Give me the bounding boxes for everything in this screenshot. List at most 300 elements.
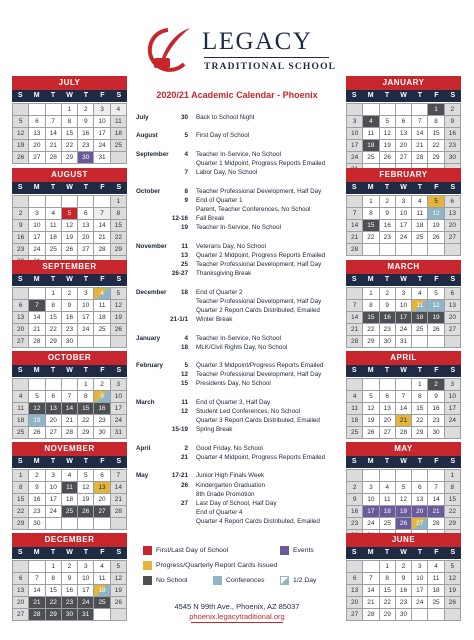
legend-no-school [143, 576, 187, 585]
month-calendar [346, 260, 461, 348]
day-cell: 25 [94, 597, 110, 609]
day-cell: 1 [46, 561, 62, 573]
month-calendar [12, 351, 127, 439]
day-cell: 18 [111, 128, 127, 140]
event-month: April [136, 444, 151, 452]
day-cell: 13 [13, 585, 29, 597]
day-cell: 1 [380, 561, 396, 573]
teal-swatch-icon [213, 576, 222, 585]
weekday-label: S [351, 276, 357, 283]
day-cell: 22 [380, 597, 396, 609]
weekday-label: M [33, 184, 40, 191]
day-cell: 29 [111, 244, 127, 256]
event-row [136, 416, 346, 425]
day-cell: 21 [29, 324, 45, 336]
day-cell: 11 [412, 208, 428, 220]
day-cell: 31 [396, 336, 412, 348]
empty-cell [111, 518, 127, 530]
weekday-label: F [434, 549, 439, 556]
day-cell: 5 [445, 561, 461, 573]
day-cell: 23 [396, 597, 412, 609]
day-cell: 21 [347, 232, 363, 244]
day-cell: 26 [380, 152, 396, 164]
day-cell: 13 [445, 300, 461, 312]
day-cell: 11 [94, 573, 110, 585]
event-date: 5 [184, 362, 188, 370]
day-cell: 10 [363, 494, 379, 506]
event-month: July [136, 114, 149, 121]
day-cell: 28 [46, 152, 62, 164]
day-cell: 25 [363, 152, 379, 164]
day-cell: 24 [94, 140, 110, 152]
day-cell: 27 [29, 152, 45, 164]
empty-cell [396, 104, 412, 116]
day-cell: 3 [78, 561, 94, 573]
event-row [136, 251, 346, 260]
day-cell: 10 [396, 208, 412, 220]
day-cell: 3 [78, 288, 94, 300]
legend-conferences-label: Conferences [226, 577, 265, 584]
empty-cell [347, 379, 363, 391]
day-cell: 27 [412, 518, 428, 530]
empty-cell [380, 104, 396, 116]
empty-cell [46, 379, 62, 391]
red-swatch-icon [143, 546, 152, 555]
day-cell: 2 [62, 288, 78, 300]
event-text: Veterans Day, No School [196, 242, 266, 250]
day-cell: 13 [445, 208, 461, 220]
weekday-label: T [50, 184, 56, 191]
month-header: AUGUST [12, 168, 127, 182]
day-cell: 28 [94, 244, 110, 256]
day-cell: 12 [62, 220, 78, 232]
weekday-label: F [434, 92, 439, 99]
day-cell: 14 [62, 403, 78, 415]
day-grid [12, 378, 127, 439]
weekday-label: T [83, 458, 89, 465]
day-cell: 16 [62, 312, 78, 324]
day-cell: 7 [347, 300, 363, 312]
day-cell: 3 [111, 379, 127, 391]
school-website-link[interactable]: phoenix.legacytraditional.org [189, 612, 285, 621]
gold-swatch-icon [143, 561, 152, 570]
day-cell: 6 [13, 573, 29, 585]
event-text: Teacher Professional Development, Half Day [196, 187, 322, 195]
day-cell: 26 [363, 427, 379, 439]
event-date: 8 [184, 187, 188, 195]
day-cell: 16 [396, 585, 412, 597]
day-cell: 18 [62, 494, 78, 506]
day-cell: 31 [94, 152, 110, 164]
day-cell: 2 [94, 379, 110, 391]
day-cell: 20 [412, 506, 428, 518]
day-cell: 20 [46, 415, 62, 427]
day-cell: 29 [445, 518, 461, 530]
day-cell: 9 [62, 573, 78, 585]
month-calendar [346, 76, 461, 176]
month-calendar [12, 260, 127, 348]
legend-progress [143, 561, 277, 570]
day-cell: 22 [412, 415, 428, 427]
day-cell: 8 [363, 300, 379, 312]
weekday-label: F [434, 367, 439, 374]
day-cell: 26 [111, 597, 127, 609]
empty-cell [396, 379, 412, 391]
event-row [136, 517, 346, 526]
weekday-label: M [367, 458, 374, 465]
empty-cell [445, 336, 461, 348]
day-cell: 14 [111, 482, 127, 494]
day-cell: 8 [363, 208, 379, 220]
day-cell: 8 [428, 116, 444, 128]
weekday-label: F [100, 549, 105, 556]
day-cell: 28 [396, 427, 412, 439]
day-cell: 27 [445, 232, 461, 244]
day-cell: 7 [46, 116, 62, 128]
event-month: May [136, 472, 149, 480]
day-cell: 5 [380, 116, 396, 128]
day-cell: 20 [396, 140, 412, 152]
day-cell: 11 [380, 494, 396, 506]
day-grid [346, 469, 461, 542]
event-row [136, 297, 346, 306]
event-month: January [136, 334, 161, 342]
event-text: Teacher In-Service, No School [196, 150, 282, 158]
day-cell: 26 [29, 427, 45, 439]
day-cell: 28 [428, 518, 444, 530]
day-cell: 2 [62, 561, 78, 573]
event-text: MLK/Civil Rights Day, No School [196, 343, 288, 351]
month-calendar [346, 351, 461, 439]
day-cell: 4 [347, 391, 363, 403]
day-cell: 15 [78, 403, 94, 415]
empty-cell [111, 336, 127, 348]
day-cell: 25 [428, 597, 444, 609]
empty-cell [380, 470, 396, 482]
day-cell: 15 [62, 128, 78, 140]
day-cell: 1 [445, 470, 461, 482]
day-cell: 6 [445, 288, 461, 300]
day-cell: 7 [94, 208, 110, 220]
day-cell: 30 [94, 427, 110, 439]
weekday-label: S [450, 92, 456, 99]
weekday-label: T [417, 367, 423, 374]
day-cell: 1 [412, 379, 428, 391]
day-cell: 8 [111, 208, 127, 220]
month-calendar [346, 168, 461, 256]
day-cell: 12 [363, 403, 379, 415]
event-date: 5 [184, 132, 188, 140]
day-cell: 23 [62, 597, 78, 609]
empty-cell [29, 288, 45, 300]
day-cell: 20 [78, 232, 94, 244]
weekday-label: T [83, 184, 89, 191]
day-cell: 26 [428, 324, 444, 336]
day-cell: 12 [111, 300, 127, 312]
day-cell: 3 [29, 208, 45, 220]
day-grid [12, 287, 127, 348]
day-cell: 9 [380, 208, 396, 220]
day-cell: 4 [412, 196, 428, 208]
day-cell: 14 [347, 220, 363, 232]
day-cell: 24 [111, 415, 127, 427]
day-cell: 25 [46, 244, 62, 256]
empty-cell [111, 609, 127, 621]
event-row [136, 435, 346, 444]
event-month: December [136, 288, 167, 296]
weekday-label: S [17, 276, 23, 283]
month-header: JANUARY [346, 76, 461, 90]
day-cell: 18 [380, 506, 396, 518]
day-cell: 17 [78, 312, 94, 324]
day-cell: 6 [78, 208, 94, 220]
weekday-label: T [384, 458, 390, 465]
day-cell: 9 [62, 300, 78, 312]
day-cell: 19 [111, 585, 127, 597]
weekday-label: T [50, 276, 56, 283]
day-cell: 23 [428, 415, 444, 427]
legend-no-school-label: No School [156, 577, 188, 584]
day-cell: 28 [347, 244, 363, 256]
weekday-label: M [367, 92, 374, 99]
empty-cell [380, 244, 396, 256]
day-cell: 11 [46, 220, 62, 232]
empty-cell [94, 336, 110, 348]
month-header: OCTOBER [12, 351, 127, 365]
day-cell: 9 [94, 391, 110, 403]
weekday-label: W [66, 458, 73, 465]
day-cell: 7 [62, 391, 78, 403]
event-row [136, 444, 346, 453]
day-cell: 24 [78, 597, 94, 609]
day-cell: 24 [46, 506, 62, 518]
weekday-label: W [66, 276, 73, 283]
day-cell: 9 [347, 494, 363, 506]
day-cell: 26 [396, 518, 412, 530]
empty-cell [412, 104, 428, 116]
event-row [136, 288, 346, 297]
weekday-label: T [417, 549, 423, 556]
day-cell: 18 [412, 312, 428, 324]
month-calendar [12, 442, 127, 530]
day-cell: 5 [13, 116, 29, 128]
event-row [136, 205, 346, 214]
empty-cell [428, 244, 444, 256]
weekday-label: S [116, 276, 122, 283]
gray-swatch-icon [143, 576, 152, 585]
weekday-label: T [83, 92, 89, 99]
day-grid [12, 195, 127, 268]
day-cell: 17 [396, 312, 412, 324]
day-cell: 20 [94, 494, 110, 506]
empty-cell [363, 244, 379, 256]
day-cell: 6 [29, 116, 45, 128]
event-text: End of Quarter 4 [196, 509, 243, 517]
day-cell: 10 [94, 116, 110, 128]
day-cell: 25 [380, 518, 396, 530]
weekday-label: S [450, 549, 456, 556]
weekday-label: M [33, 276, 40, 283]
day-cell: 22 [363, 232, 379, 244]
day-cell: 5 [111, 561, 127, 573]
weekday-label: W [400, 549, 407, 556]
weekday-label: W [400, 276, 407, 283]
weekday-label: S [17, 184, 23, 191]
day-cell: 19 [13, 140, 29, 152]
day-grid [346, 287, 461, 348]
event-text: Parent, Teacher Conferences, No School [196, 205, 311, 213]
empty-cell [445, 244, 461, 256]
school-subtitle: TRADITIONAL SCHOOL [204, 62, 337, 72]
weekday-label: S [116, 92, 122, 99]
day-cell: 27 [78, 244, 94, 256]
day-cell: 7 [29, 300, 45, 312]
weekday-label: S [17, 458, 23, 465]
event-text: Quarter 1 Midpoint, Progress Reports Emailed [196, 159, 326, 167]
empty-cell [78, 518, 94, 530]
day-cell: 3 [445, 379, 461, 391]
day-cell: 19 [428, 312, 444, 324]
day-cell: 6 [46, 391, 62, 403]
event-row [136, 214, 346, 223]
day-cell: 26 [62, 244, 78, 256]
day-cell: 15 [46, 312, 62, 324]
weekday-header [12, 365, 127, 377]
empty-cell [347, 561, 363, 573]
day-cell: 1 [78, 379, 94, 391]
weekday-label: F [100, 367, 105, 374]
empty-cell [428, 609, 444, 621]
event-date: 18 [180, 343, 188, 351]
day-cell: 7 [347, 208, 363, 220]
day-cell: 4 [46, 208, 62, 220]
event-date: 19 [180, 224, 188, 232]
empty-cell [62, 379, 78, 391]
school-name: LEGACY [202, 28, 313, 55]
weekday-label: T [384, 367, 390, 374]
day-cell: 13 [29, 128, 45, 140]
day-cell: 19 [78, 494, 94, 506]
day-cell: 11 [428, 573, 444, 585]
day-cell: 17 [46, 494, 62, 506]
weekday-label: T [384, 184, 390, 191]
weekday-label: F [100, 92, 105, 99]
empty-cell [94, 609, 110, 621]
event-text: Last Day of School, Half Day [196, 499, 277, 507]
day-cell: 14 [46, 128, 62, 140]
month-header: SEPTEMBER [12, 260, 127, 274]
weekday-header [12, 456, 127, 468]
empty-cell [46, 518, 62, 530]
empty-cell [13, 288, 29, 300]
empty-cell [13, 104, 29, 116]
day-cell: 17 [78, 585, 94, 597]
event-text: 8th Grade Promotion [196, 490, 255, 498]
day-cell: 14 [428, 494, 444, 506]
day-cell: 30 [78, 152, 94, 164]
half-day-swatch-icon [280, 576, 289, 585]
empty-cell [94, 518, 110, 530]
day-cell: 26 [13, 152, 29, 164]
day-cell: 5 [428, 196, 444, 208]
weekday-label: S [351, 458, 357, 465]
day-cell: 22 [13, 506, 29, 518]
weekday-label: T [417, 276, 423, 283]
weekday-label: S [17, 92, 23, 99]
event-month: March [136, 398, 155, 406]
empty-cell [29, 561, 45, 573]
event-row [136, 389, 346, 398]
event-row [136, 352, 346, 361]
day-grid [12, 469, 127, 530]
day-cell: 14 [363, 585, 379, 597]
weekday-label: F [100, 276, 105, 283]
day-cell: 2 [78, 104, 94, 116]
day-cell: 13 [13, 312, 29, 324]
month-calendar [12, 168, 127, 268]
day-cell: 18 [363, 140, 379, 152]
logo-rule [204, 57, 329, 58]
day-cell: 10 [78, 300, 94, 312]
event-text: End of Quarter 1 [196, 196, 243, 204]
weekday-label: W [400, 458, 407, 465]
day-cell: 4 [428, 561, 444, 573]
day-cell: 5 [78, 470, 94, 482]
event-date: 30 [180, 114, 188, 121]
month-calendar [346, 533, 461, 621]
weekday-label: T [50, 458, 56, 465]
day-cell: 11 [111, 116, 127, 128]
weekday-header [12, 90, 127, 102]
day-cell: 13 [94, 482, 110, 494]
empty-cell [78, 196, 94, 208]
event-row [136, 177, 346, 186]
weekday-label: S [351, 92, 357, 99]
day-cell: 7 [29, 573, 45, 585]
day-cell: 10 [347, 128, 363, 140]
event-date: 2 [184, 444, 188, 452]
empty-cell [428, 470, 444, 482]
weekday-label: T [417, 458, 423, 465]
empty-cell [347, 104, 363, 116]
event-row [136, 407, 346, 416]
day-cell: 5 [363, 391, 379, 403]
empty-cell [62, 196, 78, 208]
day-cell: 8 [380, 573, 396, 585]
month-header: FEBRUARY [346, 168, 461, 182]
weekday-label: S [450, 184, 456, 191]
event-row [136, 343, 346, 352]
event-row [136, 370, 346, 379]
weekday-label: M [367, 549, 374, 556]
day-cell: 14 [347, 312, 363, 324]
event-row [136, 168, 346, 177]
event-row [136, 324, 346, 333]
day-cell: 5 [111, 288, 127, 300]
event-month: February [136, 362, 163, 370]
event-text: Spring Break [196, 426, 233, 434]
day-cell: 19 [111, 312, 127, 324]
event-row [136, 232, 346, 241]
day-cell: 5 [396, 482, 412, 494]
day-cell: 20 [347, 597, 363, 609]
day-cell: 26 [428, 232, 444, 244]
day-cell: 16 [62, 585, 78, 597]
empty-cell [380, 379, 396, 391]
weekday-label: S [116, 184, 122, 191]
day-cell: 15 [445, 494, 461, 506]
weekday-label: S [450, 276, 456, 283]
